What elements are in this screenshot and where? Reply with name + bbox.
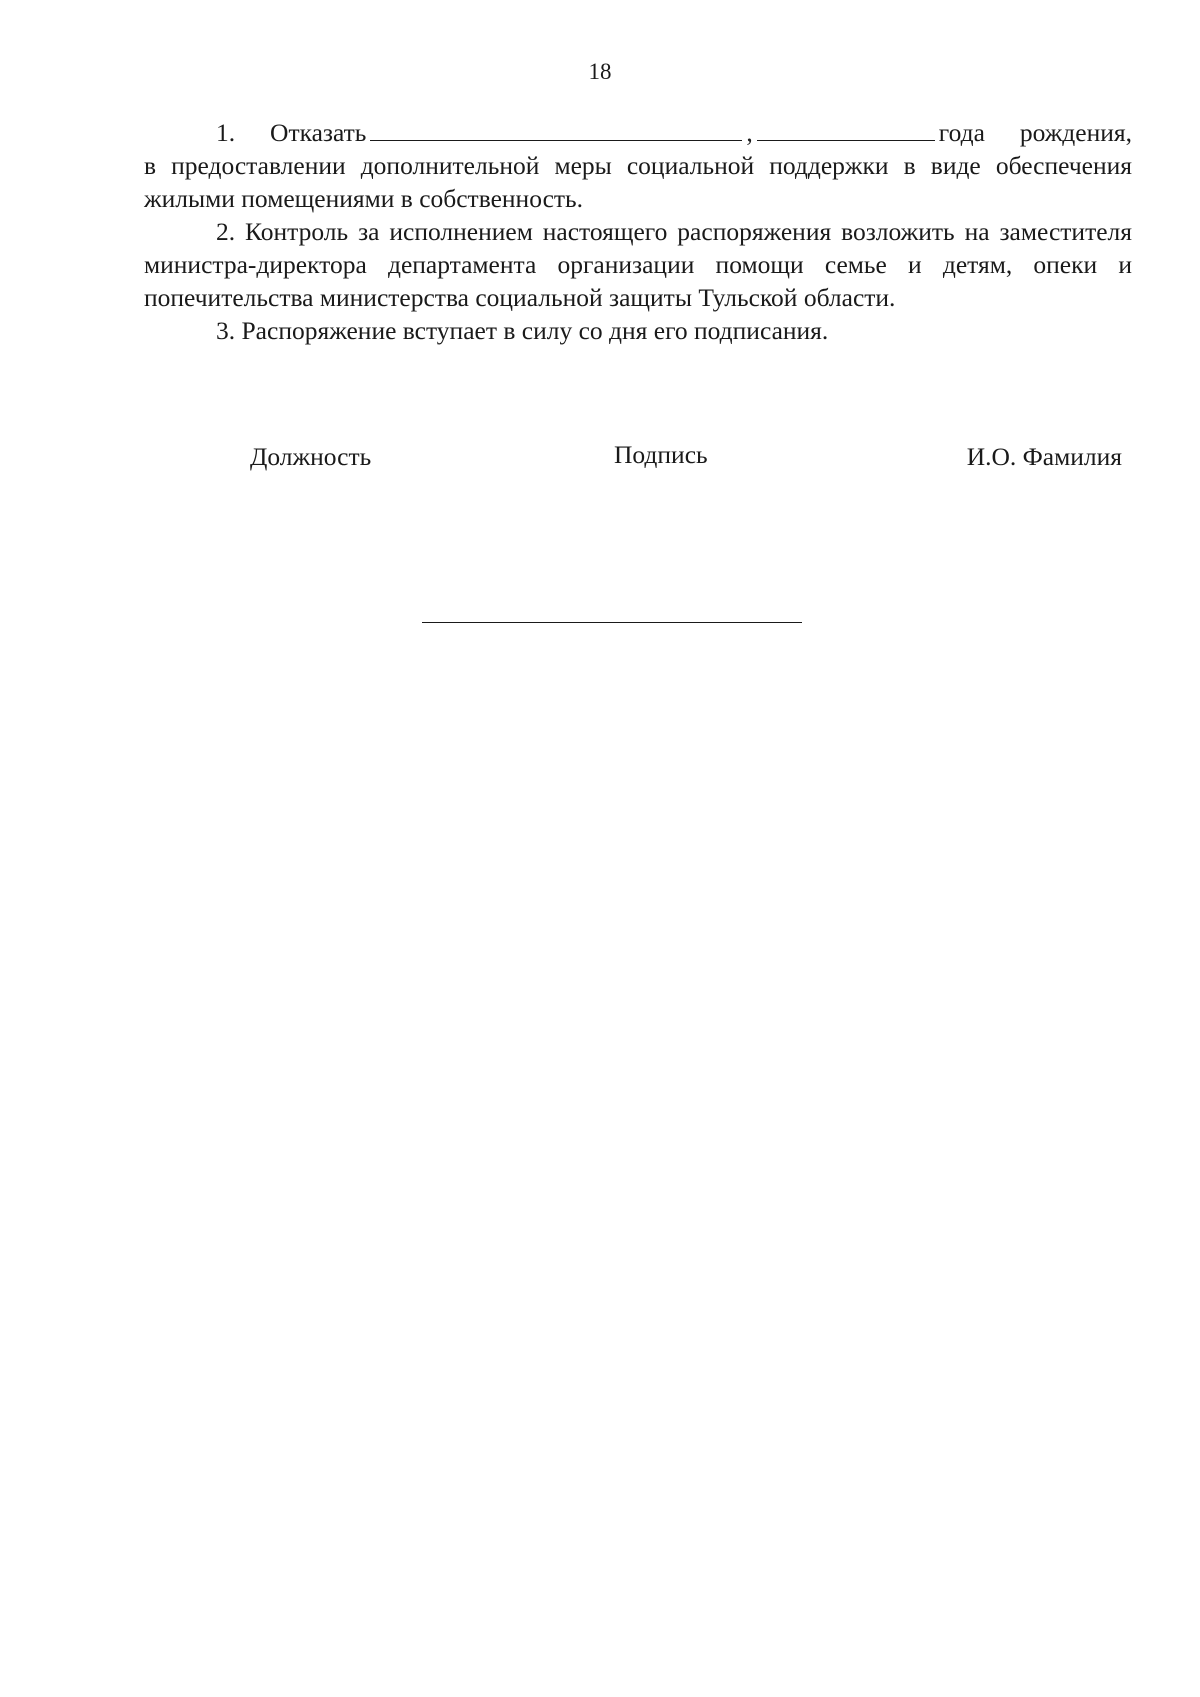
document-body: [144, 116, 1132, 347]
name-blank-line: [370, 139, 742, 141]
paragraph-1-first-line: [144, 116, 1132, 149]
paragraph-3: 3. Распоряжение вступает в силу со дня его подписания.: [216, 316, 829, 345]
position-label: Должность: [250, 442, 372, 471]
paragraph-1-after-blank: года рождения,: [938, 118, 1132, 147]
paragraph-2: 2. Контроль за исполнением настоящего распоряжения возложить на заместителя министра-директора департамента организации помощи семье и детям, опеки и попечительства министерства социальной защиты Тульской области.: [144, 217, 1132, 312]
signature-label: Подпись: [614, 440, 708, 469]
end-of-document-line: [422, 622, 802, 623]
paragraph-1-comma: ,: [746, 118, 753, 147]
name-label: И.О. Фамилия: [966, 442, 1122, 471]
signature-block: [144, 440, 1132, 474]
birth-year-blank-line: [757, 139, 935, 141]
paragraph-1-rest: в предоставлении дополнительной меры социальной поддержки в виде обеспечения жилыми помещениями в собственность.: [144, 151, 1132, 213]
paragraph-1-start: 1. Отказать: [216, 118, 367, 147]
page-number: 18: [588, 59, 612, 84]
